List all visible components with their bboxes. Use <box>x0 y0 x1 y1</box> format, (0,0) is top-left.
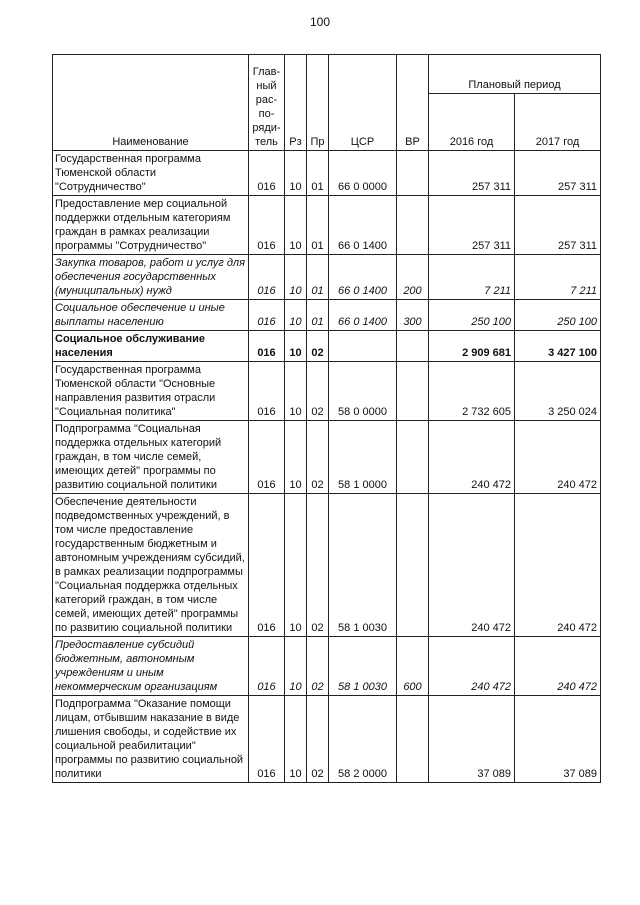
header-rz: Рз <box>285 55 307 151</box>
cell-rz: 10 <box>285 255 307 300</box>
cell-csr: 58 1 0030 <box>329 494 397 637</box>
cell-csr: 66 0 1400 <box>329 300 397 331</box>
cell-rz: 10 <box>285 494 307 637</box>
page-number: 100 <box>309 15 331 29</box>
cell-rz: 10 <box>285 637 307 696</box>
cell-pr: 02 <box>307 362 329 421</box>
header-csr: ЦСР <box>329 55 397 151</box>
cell-2017: 257 311 <box>515 151 601 196</box>
cell-name: Подпрограмма "Оказание помощи лицам, отбывшим наказание в виде лишения свободы, и содействие их социальной реабилитации" программы по развитию социальной политики <box>53 696 249 783</box>
table-row <box>53 696 601 783</box>
table-row <box>53 637 601 696</box>
header-year-2017: 2017 год <box>515 94 601 151</box>
cell-rz: 10 <box>285 196 307 255</box>
cell-2016: 240 472 <box>429 421 515 494</box>
cell-name: Предоставление субсидий бюджетным, автономным учреждениям и иным некоммерческим организациям <box>53 637 249 696</box>
cell-main-manager: 016 <box>249 494 285 637</box>
cell-2017: 7 211 <box>515 255 601 300</box>
cell-name: Подпрограмма "Социальная поддержка отдельных категорий граждан, в том числе семей, имеющих детей" программы по развитию социальной политики <box>53 421 249 494</box>
cell-vr <box>397 696 429 783</box>
cell-vr: 300 <box>397 300 429 331</box>
cell-2016: 250 100 <box>429 300 515 331</box>
cell-2017: 3 250 024 <box>515 362 601 421</box>
cell-name: Предоставление мер социальной поддержки отдельным категориям граждан в рамках реализации программы "Сотрудничество" <box>53 196 249 255</box>
cell-pr: 02 <box>307 494 329 637</box>
cell-csr <box>329 331 397 362</box>
table-row <box>53 300 601 331</box>
cell-main-manager: 016 <box>249 255 285 300</box>
cell-pr: 01 <box>307 255 329 300</box>
cell-main-manager: 016 <box>249 421 285 494</box>
cell-vr: 600 <box>397 637 429 696</box>
cell-main-manager: 016 <box>249 637 285 696</box>
cell-pr: 01 <box>307 300 329 331</box>
cell-rz: 10 <box>285 696 307 783</box>
cell-csr: 58 0 0000 <box>329 362 397 421</box>
cell-pr: 02 <box>307 637 329 696</box>
cell-vr <box>397 494 429 637</box>
cell-2016: 2 732 605 <box>429 362 515 421</box>
cell-main-manager: 016 <box>249 300 285 331</box>
cell-name: Социальное обслуживание населения <box>53 331 249 362</box>
header-vr: ВР <box>397 55 429 151</box>
cell-2016: 257 311 <box>429 151 515 196</box>
cell-vr: 200 <box>397 255 429 300</box>
cell-pr: 02 <box>307 421 329 494</box>
table-row <box>53 196 601 255</box>
cell-main-manager: 016 <box>249 196 285 255</box>
cell-name: Государственная программа Тюменской области "Сотрудничество" <box>53 151 249 196</box>
cell-2016: 257 311 <box>429 196 515 255</box>
cell-vr <box>397 421 429 494</box>
cell-main-manager: 016 <box>249 362 285 421</box>
table-row <box>53 421 601 494</box>
cell-name: Обеспечение деятельности подведомственных учреждений, в том числе предоставление государственным бюджетным и автономным учреждениям субсидий, в рамках реализации подпрограммы "Социальная поддержка отдельных категорий граждан, в том числе семей, имеющих детей" программы по развитию социальной политики <box>53 494 249 637</box>
header-pr: Пр <box>307 55 329 151</box>
cell-main-manager: 016 <box>249 151 285 196</box>
cell-csr: 58 2 0000 <box>329 696 397 783</box>
table-row <box>53 331 601 362</box>
cell-2016: 2 909 681 <box>429 331 515 362</box>
cell-2016: 240 472 <box>429 494 515 637</box>
cell-name: Государственная программа Тюменской области "Основные направления развития отрасли "Социальная политика" <box>53 362 249 421</box>
cell-vr <box>397 362 429 421</box>
cell-2016: 37 089 <box>429 696 515 783</box>
cell-2017: 250 100 <box>515 300 601 331</box>
cell-rz: 10 <box>285 421 307 494</box>
header-year-2016: 2016 год <box>429 94 515 151</box>
cell-name: Социальное обеспечение и иные выплаты населению <box>53 300 249 331</box>
cell-csr: 66 0 1400 <box>329 255 397 300</box>
cell-2017: 240 472 <box>515 421 601 494</box>
cell-vr <box>397 331 429 362</box>
table-row <box>53 255 601 300</box>
cell-main-manager: 016 <box>249 696 285 783</box>
cell-rz: 10 <box>285 362 307 421</box>
cell-2017: 257 311 <box>515 196 601 255</box>
table-row <box>53 362 601 421</box>
cell-csr: 66 0 0000 <box>329 151 397 196</box>
cell-2016: 7 211 <box>429 255 515 300</box>
cell-pr: 01 <box>307 151 329 196</box>
cell-rz: 10 <box>285 151 307 196</box>
cell-name: Закупка товаров, работ и услуг для обеспечения государственных (муниципальных) нужд <box>53 255 249 300</box>
cell-2017: 240 472 <box>515 494 601 637</box>
cell-2016: 240 472 <box>429 637 515 696</box>
table-body <box>53 151 601 783</box>
cell-csr: 58 1 0000 <box>329 421 397 494</box>
table-header <box>53 55 601 151</box>
cell-rz: 10 <box>285 331 307 362</box>
cell-2017: 240 472 <box>515 637 601 696</box>
cell-vr <box>397 151 429 196</box>
header-name: Наименование <box>53 55 249 151</box>
cell-csr: 66 0 1400 <box>329 196 397 255</box>
cell-pr: 01 <box>307 196 329 255</box>
cell-vr <box>397 196 429 255</box>
cell-2017: 37 089 <box>515 696 601 783</box>
cell-csr: 58 1 0030 <box>329 637 397 696</box>
header-main-manager: Глав- ный рас- по- ряди- тель <box>249 55 285 151</box>
table-row <box>53 494 601 637</box>
cell-pr: 02 <box>307 331 329 362</box>
header-planned-period: Плановый период <box>429 55 601 94</box>
cell-main-manager: 016 <box>249 331 285 362</box>
budget-table <box>52 54 601 783</box>
cell-pr: 02 <box>307 696 329 783</box>
table-row <box>53 151 601 196</box>
cell-2017: 3 427 100 <box>515 331 601 362</box>
cell-rz: 10 <box>285 300 307 331</box>
